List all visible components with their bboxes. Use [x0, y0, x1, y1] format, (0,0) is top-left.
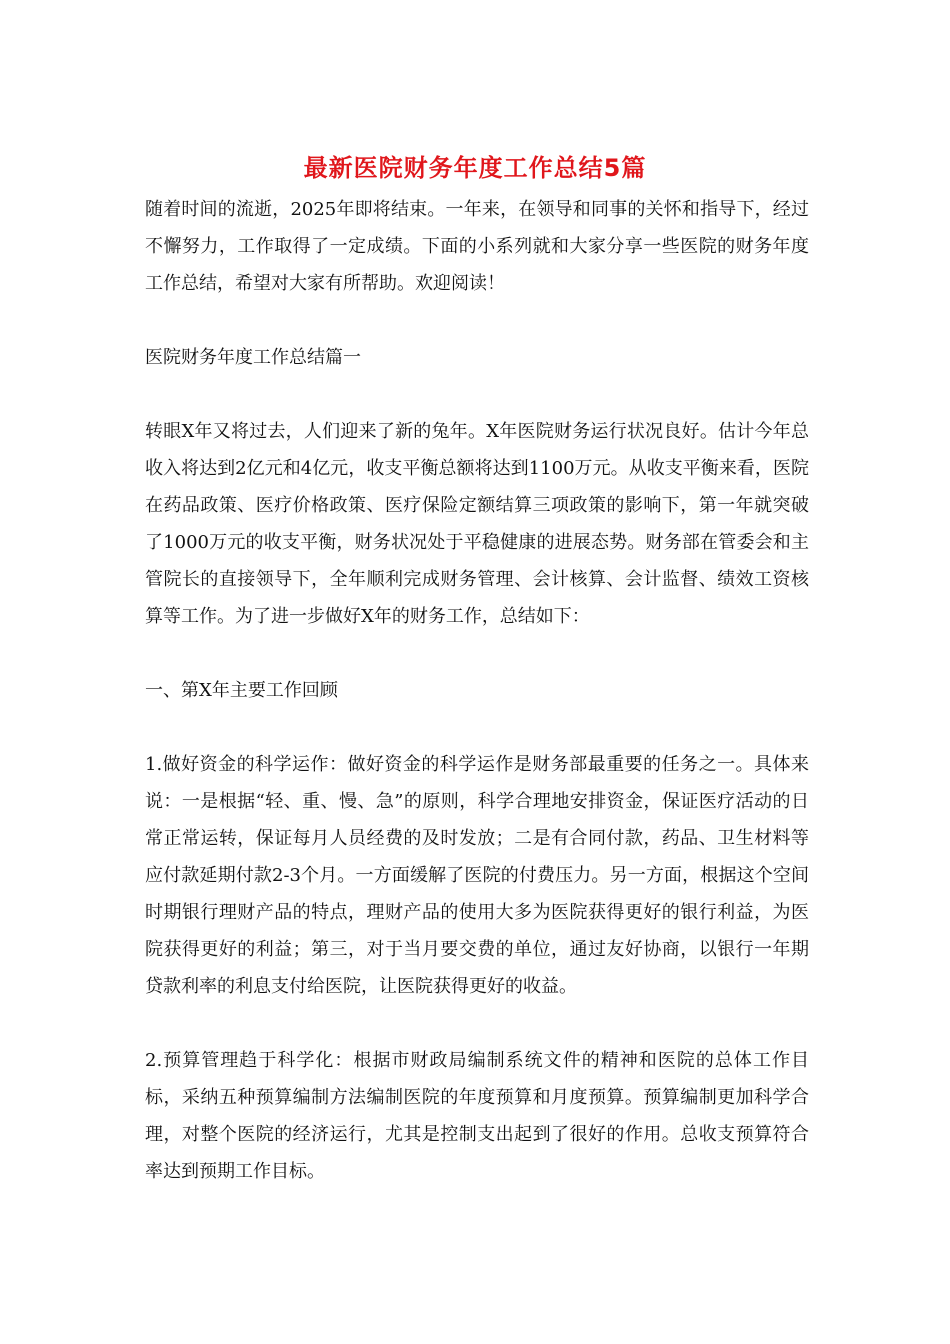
intro-paragraph: 随着时间的流逝，2025年即将结束。一年来，在领导和同事的关怀和指导下，经过不懈努力，工作取得了一定成绩。下面的小系列就和大家分享一些医院的财务年度工作总结，希望对大家有所帮助。欢迎阅读！ [145, 199, 809, 294]
item-1-paragraph: 1.做好资金的科学运作：做好资金的科学运作是财务部最重要的任务之一。具体来说：一是根据“轻、重、慢、急”的原则，科学合理地安排资金，保证医疗活动的日常正常运转，保证每月人员经费的及时发放；二是有合同付款，药品、卫生材料等应付款延期付款2-3个月。一方面缓解了医院的付费压力。另一方面，根据这个空间时期银行理财产品的特点，理财产品的使用大多为医院获得更好的银行利益，为医院获得更好的利益；第三，对于当月要交费的单位，通过友好协商，以银行一年期贷款利率的利息支付给医院，让医院获得更好的收益。 [145, 754, 809, 997]
document-title: 最新医院财务年度工作总结5篇 [303, 154, 647, 182]
section-heading-review: 一、第X年主要工作回顾 [145, 680, 338, 701]
document-body [145, 191, 809, 1190]
overview-paragraph: 转眼X年又将过去，人们迎来了新的兔年。X年医院财务运行状况良好。估计今年总收入将达到2亿元和4亿元，收支平衡总额将达到1100万元。从收支平衡来看，医院在药品政策、医疗价格政策、医疗保险定额结算三项政策的影响下，第一年就突破了1000万元的收支平衡，财务状况处于平稳健康的进展态势。财务部在管委会和主管院长的直接领导下，全年顺利完成财务管理、会计核算、会计监督、绩效工资核算等工作。为了进一步做好X年的财务工作，总结如下： [145, 421, 809, 627]
item-2-paragraph: 2.预算管理趋于科学化：根据市财政局编制系统文件的精神和医院的总体工作目标，采纳五种预算编制方法编制医院的年度预算和月度预算。预算编制更加科学合理，对整个医院的经济运行，尤其是控制支出起到了很好的作用。总收支预算符合率达到预期工作目标。 [145, 1050, 809, 1182]
section-heading-part-one: 医院财务年度工作总结篇一 [145, 347, 361, 368]
